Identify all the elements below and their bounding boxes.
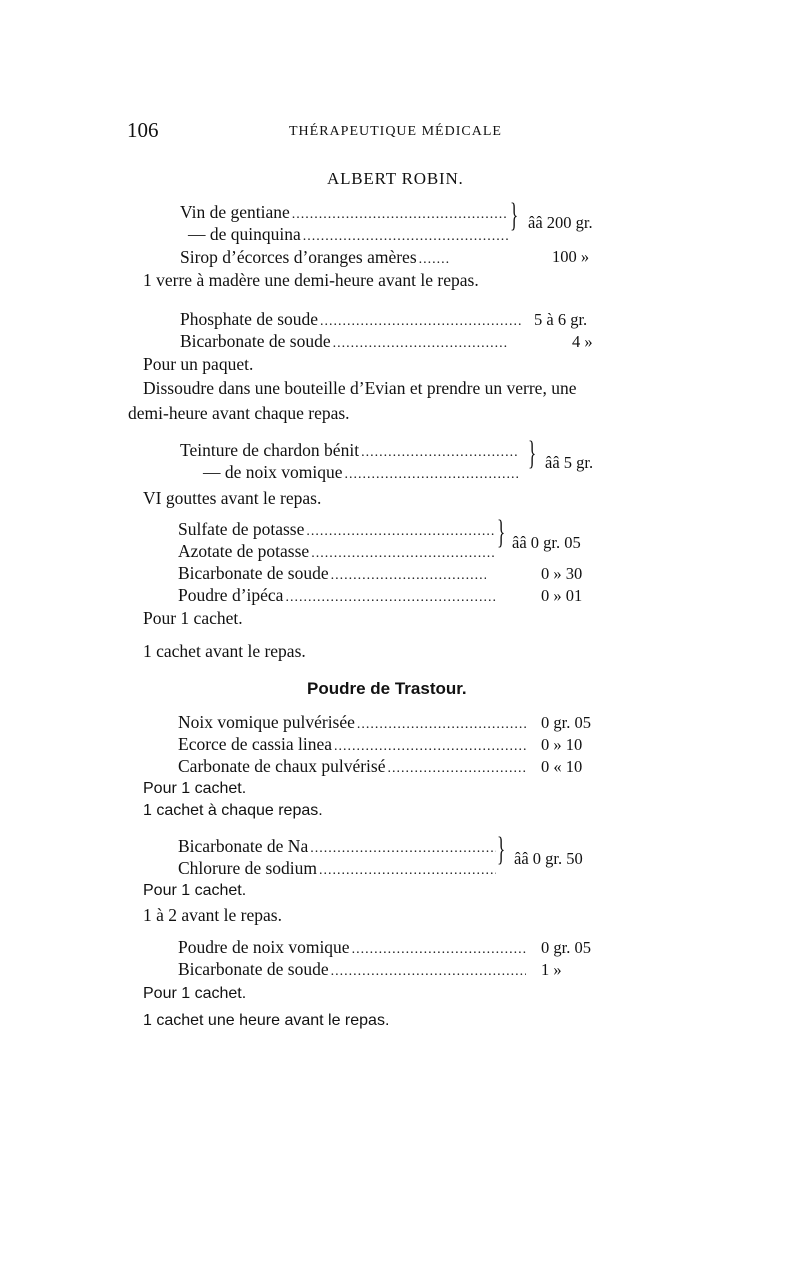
ingredient-name: Poudre de noix vomique — [178, 937, 350, 957]
ingredient-line — [180, 224, 510, 245]
brace: } — [497, 514, 506, 551]
ingredient-name: Ecorce de cassia linea — [178, 734, 333, 754]
instruction: VI gouttes avant le repas. — [143, 488, 322, 508]
instruction: Dissoudre dans une bouteille d’Evian et prendre un verre, une — [143, 378, 577, 398]
ingredient-name: Bicarbonate de soude — [178, 563, 329, 583]
page-number: 106 — [127, 118, 159, 142]
leader-dots — [361, 445, 518, 461]
dose: 4 » — [572, 332, 593, 351]
ingredient-name: Vin de gentiane — [180, 202, 290, 222]
instruction: 1 à 2 avant le repas. — [143, 905, 282, 925]
ingredient-name: Azotate de potasse — [178, 541, 310, 561]
instruction: Pour 1 cachet. — [143, 882, 247, 899]
ingredient-line — [180, 309, 525, 330]
leader-dots — [319, 863, 496, 879]
leader-dots — [419, 252, 449, 268]
dose: 0 « 10 — [541, 757, 583, 776]
ingredient-line — [178, 937, 528, 958]
ingredient-line — [178, 585, 498, 606]
ingredient-name: Sirop d’écorces d’oranges amères — [180, 247, 417, 267]
dose: 0 » 10 — [541, 735, 583, 754]
brace: } — [528, 435, 537, 472]
dose: 0 » 01 — [541, 586, 583, 605]
ingredient-name: Bicarbonate de Na — [178, 836, 309, 856]
ingredient-line — [180, 202, 510, 223]
leader-dots — [331, 568, 486, 584]
leader-dots — [285, 590, 496, 606]
instruction: Pour 1 cachet. — [143, 985, 247, 1002]
ingredient-line — [180, 331, 510, 352]
leader-dots — [320, 314, 523, 330]
dose: 1 » — [541, 960, 562, 979]
formula-title: Poudre de Trastour. — [307, 679, 467, 698]
ingredient-line — [178, 858, 498, 879]
leader-dots — [292, 207, 508, 223]
leader-dots — [352, 942, 526, 958]
dose: 0 » 30 — [541, 564, 583, 583]
leader-dots — [331, 964, 526, 980]
dose: 100 » — [552, 247, 590, 266]
instruction: Pour un paquet. — [143, 354, 254, 374]
leader-dots — [311, 546, 496, 562]
leader-dots — [357, 717, 526, 733]
ingredient-name: Sulfate de potasse — [178, 519, 305, 539]
instruction: 1 cachet avant le repas. — [143, 641, 306, 661]
ingredient-line — [178, 712, 528, 733]
shared-dose: ââ 0 gr. 05 — [512, 533, 581, 552]
ingredient-name: Bicarbonate de soude — [180, 331, 331, 351]
ingredient-line — [178, 959, 528, 980]
running-title: THÉRAPEUTIQUE MÉDICALE — [289, 124, 502, 139]
dose: 5 à 6 gr. — [534, 310, 588, 329]
ingredient-name: Poudre d’ipéca — [178, 585, 284, 605]
dose: 0 gr. 05 — [541, 713, 591, 732]
instruction: demi-heure avant chaque repas. — [128, 403, 350, 423]
ingredient-name: — de noix vomique — [203, 462, 343, 482]
leader-dots — [388, 761, 527, 777]
author-heading: ALBERT ROBIN. — [327, 169, 464, 188]
instruction: Pour 1 cachet. — [143, 608, 243, 628]
leader-dots — [303, 229, 508, 245]
ingredient-line — [178, 519, 498, 540]
dose: 0 gr. 05 — [541, 938, 591, 957]
leader-dots — [333, 336, 508, 352]
leader-dots — [345, 467, 519, 483]
ingredient-line — [178, 836, 498, 857]
shared-dose: ââ 0 gr. 50 — [514, 849, 583, 868]
instruction: 1 cachet à chaque repas. — [143, 802, 323, 819]
ingredient-line — [180, 247, 498, 268]
ingredient-line — [178, 563, 488, 584]
ingredient-name: Teinture de chardon bénit — [180, 440, 360, 460]
leader-dots — [306, 524, 496, 540]
ingredient-line — [180, 440, 520, 461]
ingredient-name: — de quinquina — [188, 224, 301, 244]
instruction: 1 cachet une heure avant le repas. — [143, 1012, 390, 1029]
ingredient-line — [178, 756, 528, 777]
shared-dose: ââ 200 gr. — [528, 213, 593, 232]
instruction: Pour 1 cachet. — [143, 780, 247, 797]
instruction: 1 verre à madère une demi-heure avant le repas. — [143, 270, 479, 290]
ingredient-line — [178, 734, 528, 755]
ingredient-name: Chlorure de sodium — [178, 858, 318, 878]
leader-dots — [310, 841, 496, 857]
shared-dose: ââ 5 gr. — [545, 453, 594, 472]
ingredient-name: Noix vomique pulvérisée — [178, 712, 355, 732]
ingredient-line — [178, 541, 498, 562]
leader-dots — [334, 739, 526, 755]
ingredient-line — [203, 462, 520, 483]
ingredient-name: Carbonate de chaux pulvérisé — [178, 756, 386, 776]
brace: } — [510, 197, 519, 234]
ingredient-name: Phosphate de soude — [180, 309, 319, 329]
brace: } — [497, 831, 506, 868]
ingredient-name: Bicarbonate de soude — [178, 959, 329, 979]
